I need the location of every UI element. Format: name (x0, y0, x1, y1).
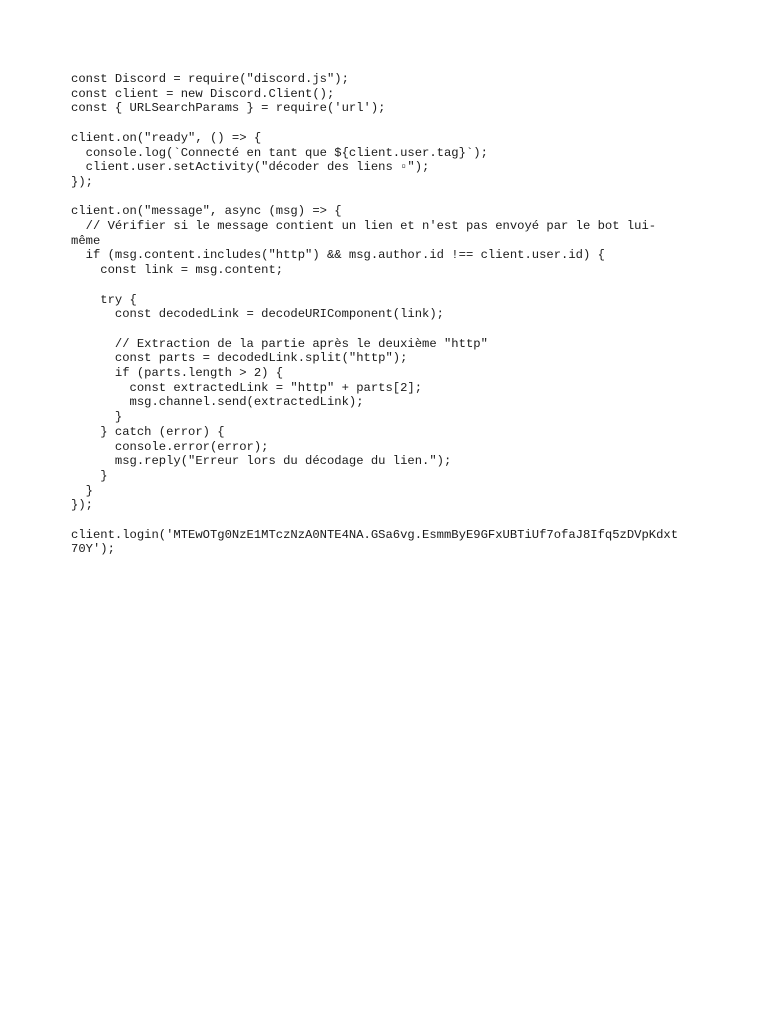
code-line: const decodedLink = decodeURIComponent(link); (71, 307, 444, 322)
code-line: msg.channel.send(extractedLink); (71, 395, 364, 410)
code-line: console.error(error); (71, 439, 269, 454)
code-line (71, 116, 701, 131)
code-line (71, 278, 701, 293)
code-line: const parts = decodedLink.split("http"); (71, 351, 408, 366)
code-line: client.on("ready", () => { (71, 130, 262, 145)
code-line: const extractedLink = "http" + parts[2]; (71, 380, 423, 395)
code-line (71, 513, 701, 528)
code-line: }); (71, 174, 93, 189)
code-line: // Vérifier si le message contient un lien et n'est pas envoyé par le bot lui- (71, 219, 657, 233)
code-line (71, 322, 701, 337)
code-line: const { URLSearchParams } = require('url'); (71, 101, 386, 116)
code-line: 70Y'); (71, 542, 115, 557)
code-line: } (71, 410, 123, 425)
code-line: } catch (error) { (71, 424, 225, 439)
code-line: try { (71, 292, 137, 307)
code-line: client.user.setActivity("décoder des liens ▫"); (71, 160, 430, 175)
code-line (71, 190, 701, 205)
code-line: const link = msg.content; (71, 263, 284, 278)
code-line: if (parts.length > 2) { (71, 366, 284, 380)
code-line: client.on("message", async (msg) => { (71, 204, 342, 219)
code-block (71, 72, 701, 557)
code-line: // Extraction de la partie après le deuxième "http" (71, 336, 488, 351)
code-line: }); (71, 498, 93, 513)
code-line: même (71, 233, 101, 248)
code-line: const client = new Discord.Client(); (71, 86, 335, 101)
code-line: const Discord = require("discord.js"); (71, 72, 349, 86)
code-line: } (71, 468, 108, 483)
code-line: if (msg.content.includes("http") && msg.author.id !== client.user.id) { (71, 248, 605, 263)
code-line: client.login('MTEwOTg0NzE1MTczNzA0NTE4NA.GSa6vg.EsmmByE9GFxUBTiUf7ofaJ8Ifq5zDVpKdxt (71, 527, 679, 542)
code-line: msg.reply("Erreur lors du décodage du lien."); (71, 454, 452, 469)
code-line: } (71, 483, 93, 498)
code-line: console.log(`Connecté en tant que ${client.user.tag}`); (71, 145, 488, 160)
